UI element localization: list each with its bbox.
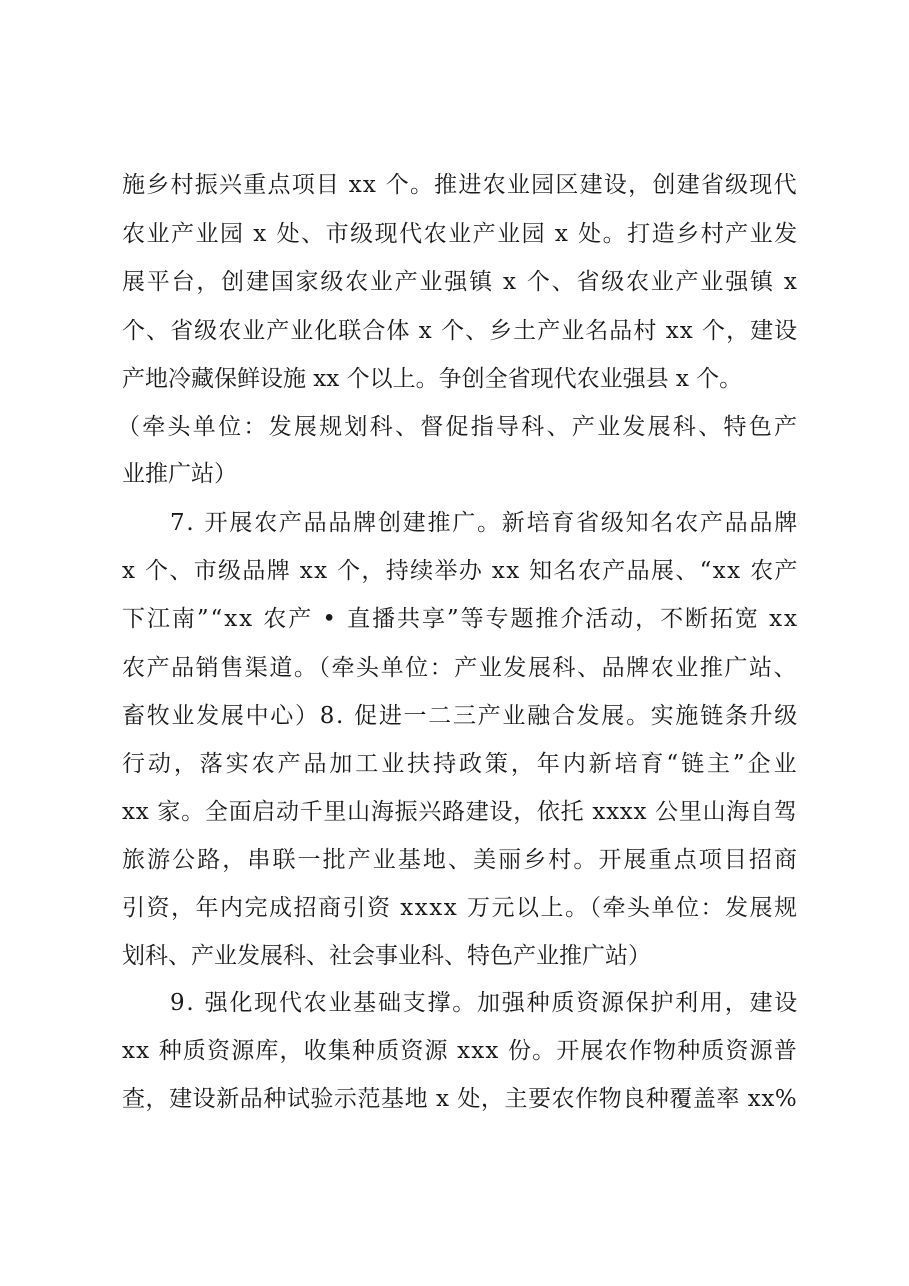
text-line: 农产品销售渠道。（牵头单位：产业发展科、品牌农业推广站、 [122, 655, 799, 681]
text-line: xx 种质资源库，收集种质资源 xxx 份。开展农作物种质资源普 [122, 1038, 798, 1064]
text-line: 下江南”“xx 农产 • 直播共享”等专题推介活动，不断拓宽 xx [122, 606, 799, 632]
text-line: 个、省级农业产业化联合体 x 个、乡土产业名品村 xx 个，建设 [122, 318, 799, 344]
text-line: 畜牧业发展中心）8. 促进一二三产业融合发展。实施链条升级 [122, 703, 799, 729]
text-line: 引资，年内完成招商引资 xxxx 万元以上。（牵头单位：发展规 [122, 895, 799, 921]
text-line: 查，建设新品种试验示范基地 x 处，主要农作物良种覆盖率 xx% [122, 1086, 798, 1112]
text-line: 施乡村振兴重点项目 xx 个。推进农业园区建设，创建省级现代 [122, 172, 798, 198]
text-line: 业推广站） [122, 461, 237, 487]
paragraph-heading-7: 7. 开展农产品品牌创建推广。新培育省级知名农产品品牌 [170, 510, 800, 536]
text-line: x 个、市级品牌 xx 个，持续举办 xx 知名农产品展、“xx 农产 [122, 558, 799, 584]
text-line: 农业产业园 x 处、市级现代农业产业园 x 处。打造乡村产业发 [122, 221, 799, 247]
text-line: xx 家。全面启动千里山海振兴路建设，依托 xxxx 公里山海自驾 [122, 799, 798, 825]
text-line: 产地冷藏保鲜设施 xx 个以上。争创全省现代农业强县 x 个。 [122, 366, 743, 392]
text-line: （牵头单位：发展规划科、督促指导科、产业发展科、特色产 [117, 414, 800, 440]
text-line: 行动，落实农产品加工业扶持政策，年内新培育“链主”企业 [122, 751, 800, 777]
paragraph-heading-9: 9. 强化现代农业基础支撑。加强种质资源保护利用，建设 [170, 990, 800, 1016]
text-line: 旅游公路，串联一批产业基地、美丽乡村。开展重点项目招商 [122, 847, 800, 873]
text-line: 展平台，创建国家级农业产业强镇 x 个、省级农业产业强镇 x [122, 269, 799, 295]
text-line: 划科、产业发展科、社会事业科、特色产业推广站） [122, 943, 651, 969]
